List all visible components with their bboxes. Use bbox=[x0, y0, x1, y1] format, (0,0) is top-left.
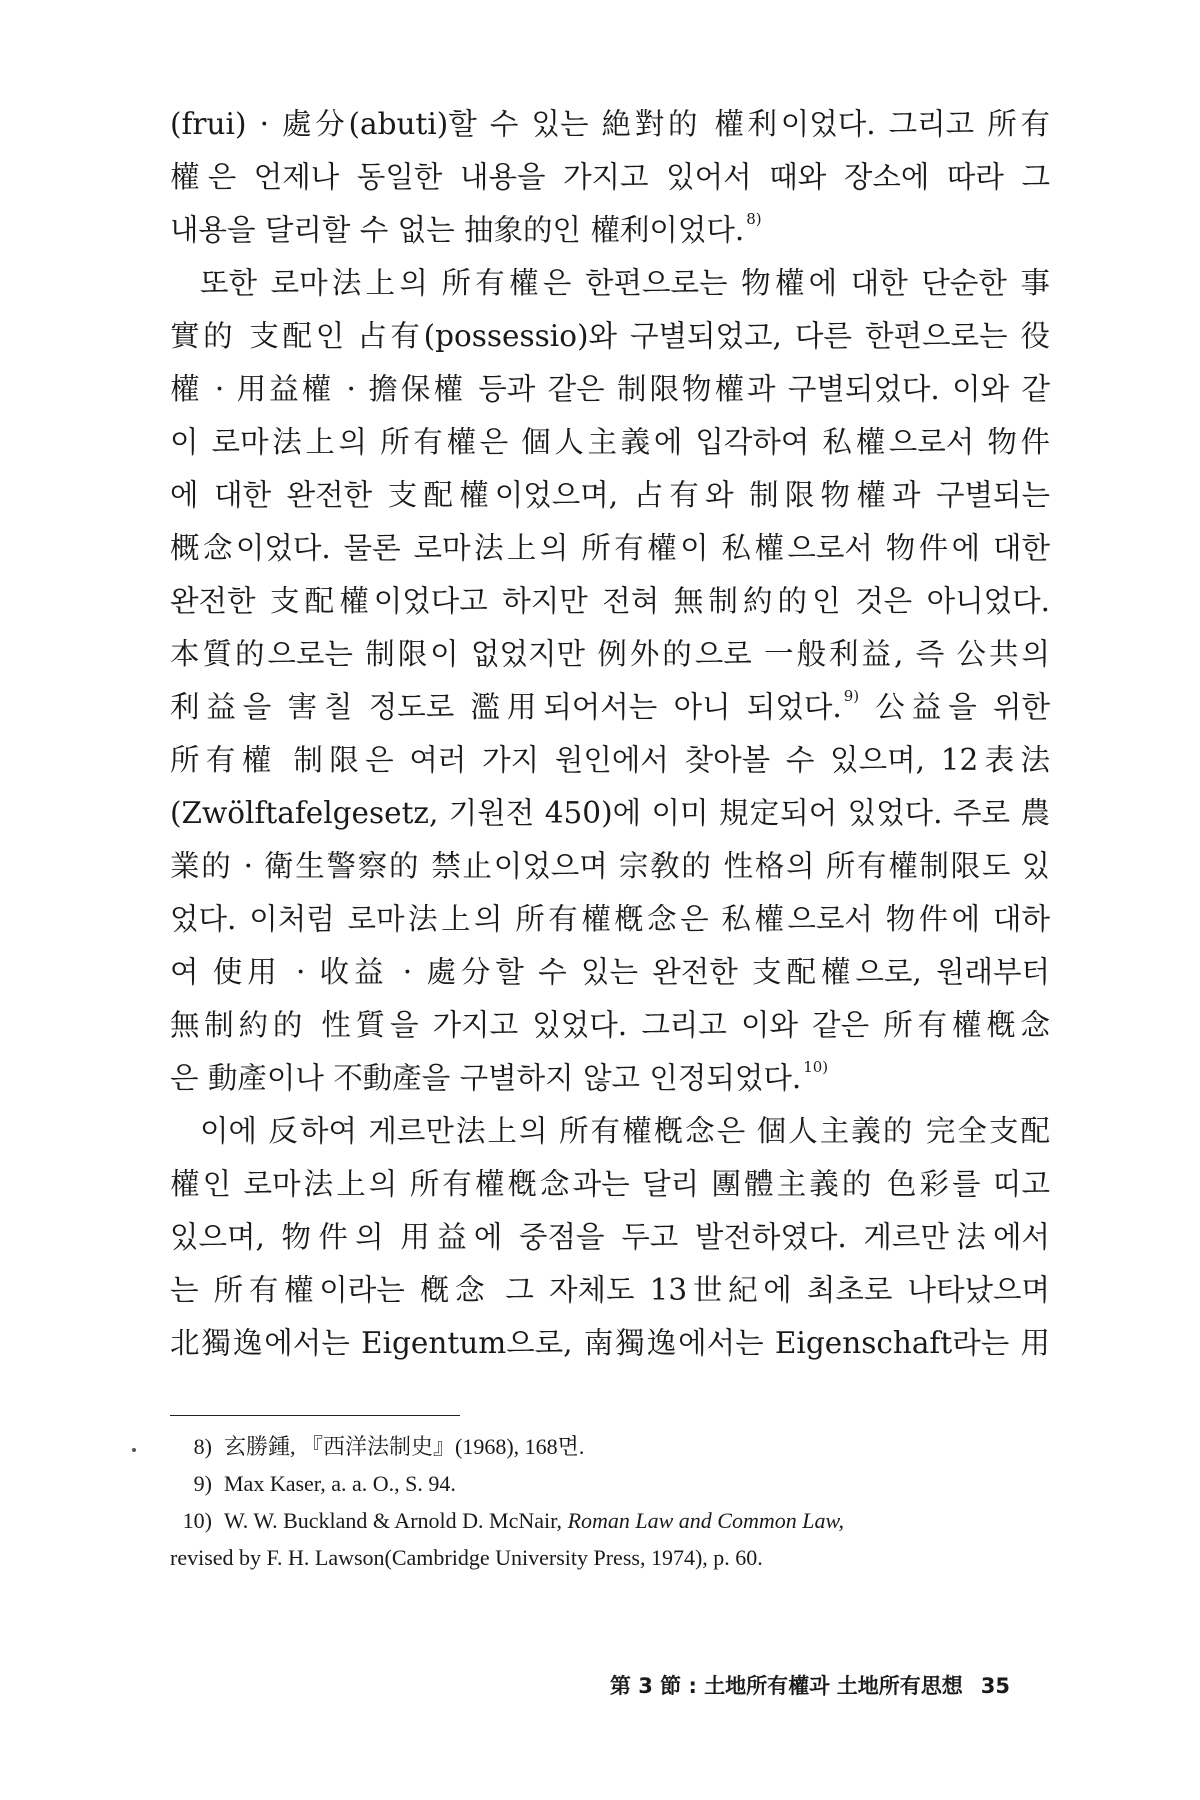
text-line: 있으며, 物件의 用益에 중점을 두고 발전하였다. 게르만法에서 bbox=[170, 1220, 1050, 1254]
footnote-8 bbox=[170, 1428, 1050, 1465]
footnote-number: 8) bbox=[193, 1434, 212, 1459]
text-line: 었다. 이처럼 로마法上의 所有權槪念은 私權으로서 物件에 대하 bbox=[170, 902, 1050, 936]
book-title: Roman Law and Common Law, bbox=[567, 1508, 845, 1533]
text-line: 實的 支配인 占有(possessio)와 구별되었고, 다른 한편으로는 役 bbox=[170, 319, 1050, 353]
section-title: 第 3 節 : 土地所有權과 土地所有思想 bbox=[609, 1674, 963, 1698]
text-line: 業的 · 衛生警察的 禁止이었으며 宗敎的 性格의 所有權制限도 있 bbox=[170, 849, 1050, 883]
footnote-divider bbox=[170, 1415, 460, 1416]
footnote-9 bbox=[170, 1465, 1050, 1502]
footnote-text: W. W. Buckland & Arnold D. McNair, bbox=[224, 1508, 568, 1533]
text-line: 이 로마法上의 所有權은 個人主義에 입각하여 私權으로서 物件 bbox=[170, 425, 1050, 459]
text-line: (frui) · 處分(abuti)할 수 있는 絶對的 權利이었다. 그리고 所有 bbox=[170, 107, 1050, 141]
page-number: 35 bbox=[980, 1674, 1010, 1698]
text-line: (Zwölftafelgesetz, 기원전 450)에 이미 規定되어 있었다. 주로 農 bbox=[170, 796, 1050, 830]
footnotes bbox=[170, 1428, 1050, 1576]
text-line: 權은 언제나 동일한 내용을 가지고 있어서 때와 장소에 따라 그 bbox=[170, 160, 1050, 194]
text-line: 는 所有權이라는 槪念 그 자체도 13世紀에 최초로 나타났으며 bbox=[170, 1273, 1050, 1307]
text-line: 無制約的 性質을 가지고 있었다. 그리고 이와 같은 所有權槪念 bbox=[170, 1008, 1050, 1042]
text-line: 이에 反하여 게르만法上의 所有權槪念은 個人主義的 完全支配 bbox=[200, 1114, 1050, 1148]
text-line: 내용을 달리할 수 없는 抽象的인 權利이었다. $^{8)}$ bbox=[170, 210, 762, 247]
text-line: 또한 로마法上의 所有權은 한편으로는 物權에 대한 단순한 事 bbox=[200, 266, 1050, 300]
text-line: 에 대한 완전한 支配權이었으며, 占有와 制限物權과 구별되는 bbox=[170, 478, 1050, 512]
text-line: 利益을 害칠 정도로 濫用되어서는 아니 되었다. $^{9)}$ 公益을 위한 bbox=[170, 687, 1050, 724]
footnote-number: 10) bbox=[182, 1508, 212, 1533]
footnote-ref-8[interactable]: 8) bbox=[746, 210, 762, 228]
footnote-text: revised by F. H. Lawson(Cambridge University Press, 1974), p. 60. bbox=[170, 1545, 763, 1570]
text-line: 概念이었다. 물론 로마法上의 所有權이 私權으로서 物件에 대한 bbox=[170, 531, 1050, 565]
footnote-text: 玄勝鍾, 『西洋法制史』(1968), 168면. bbox=[224, 1434, 585, 1459]
footnote-number: 9) bbox=[193, 1471, 212, 1496]
text-line: 北獨逸에서는 Eigentum으로, 南獨逸에서는 Eigenschaft라는 用 bbox=[170, 1326, 1050, 1360]
text-line: 여 使用 · 收益 · 處分할 수 있는 완전한 支配權으로, 원래부터 bbox=[170, 955, 1050, 989]
text-line: 所有權 制限은 여러 가지 원인에서 찾아볼 수 있으며, 12表法 bbox=[170, 743, 1050, 777]
text-line: 本質的으로는 制限이 없었지만 例外的으로 一般利益, 즉 公共의 bbox=[170, 637, 1050, 671]
text-line: 은 動產이나 不動產을 구별하지 않고 인정되었다. $^{10)}$ bbox=[170, 1058, 829, 1095]
footnote-10-continued bbox=[170, 1539, 1050, 1576]
text-line: 權 · 用益權 · 擔保權 등과 같은 制限物權과 구별되었다. 이와 같 bbox=[170, 372, 1050, 406]
footnote-text: Max Kaser, a. a. O., S. 94. bbox=[224, 1471, 456, 1496]
running-footer bbox=[560, 1670, 1010, 1700]
body-text bbox=[170, 98, 1050, 1370]
text-line: 완전한 支配權이었다고 하지만 전혀 無制約的인 것은 아니었다. bbox=[170, 584, 1050, 618]
footnote-ref-10[interactable]: 10) bbox=[803, 1058, 829, 1076]
footnote-ref-9[interactable]: 9) bbox=[843, 687, 860, 705]
footnote-10 bbox=[170, 1502, 1050, 1539]
stray-mark bbox=[132, 1448, 136, 1452]
text-line: 權인 로마法上의 所有權槪念과는 달리 團體主義的 色彩를 띠고 bbox=[170, 1167, 1050, 1201]
